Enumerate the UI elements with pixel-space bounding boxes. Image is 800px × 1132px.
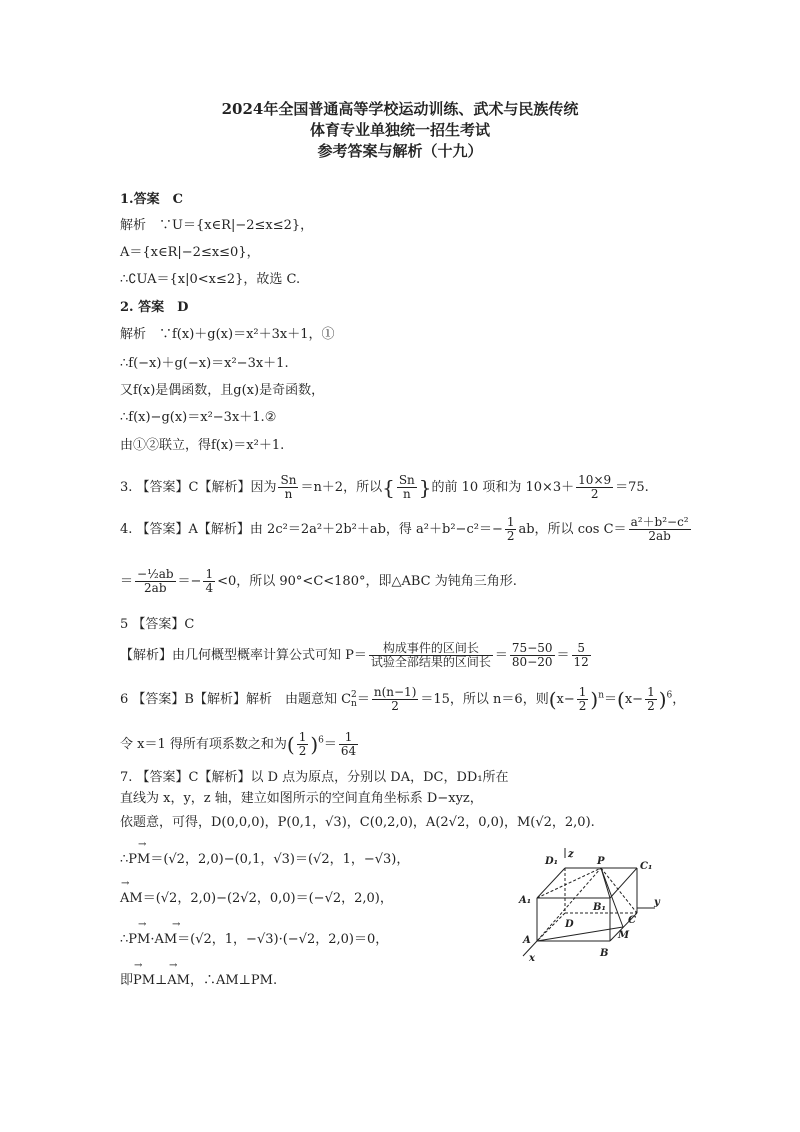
vec-arrow-pm-3: → <box>134 960 143 971</box>
edge-d1-a1 <box>537 868 565 898</box>
q1-line-1: 解析 ∵U＝{x∈R|−2≤x≤2}， <box>120 218 314 233</box>
q5-prob-den: 试验全部结果的区间长 <box>370 655 491 669</box>
q5-fraction-prob <box>369 642 493 669</box>
q6-fraction-comb <box>372 686 419 713</box>
q3-line: 3. 【答案】C【解析】因为 $\frac{Sn}{n}$ ＝n＋2，所以{ $\frac{Sn}{n}$ }的前 10 项和为 10×3＋ $\frac{10\times 9}{2}$ ＝75. <box>120 473 649 501</box>
q3-frac-num: Sn <box>280 473 297 487</box>
q7-line-4: ∴PM＝(√2，2,0)−(0,1，√3)＝(√2，1，−√3)， <box>120 852 410 867</box>
q4-text-a: 4. 【答案】A【解析】由 2c²＝2a²＋2b²＋ab，得 a²＋b²−c²＝− <box>120 522 503 537</box>
q5-result-num: 5 <box>572 642 591 656</box>
q5-result-den: 12 <box>573 655 589 669</box>
q4-half-den: 2 <box>506 529 515 543</box>
q3-frac-den: n <box>284 487 293 501</box>
q5-text-a: 【解析】由几何概型概率计算公式可知 P＝ <box>120 648 367 663</box>
q6-half3-den: 2 <box>298 744 307 758</box>
q3-fraction-sn-2 <box>397 474 417 501</box>
q5-eq2: ＝ <box>556 648 570 663</box>
q4-line-1 <box>120 516 693 543</box>
q7-line-3: 依题意，可得，D(0,0,0)，P(0,1，√3)，C(0,2,0)，A(2√2，0,0)，M(√2，2,0). <box>120 815 595 830</box>
segment-p-b1 <box>601 868 610 898</box>
title-line-3: 参考答案与解析（十九） <box>317 142 483 160</box>
label-z: z <box>568 849 574 860</box>
q6-x1: x− <box>556 692 575 707</box>
label-x: x <box>529 953 535 963</box>
q4-fraction-cos <box>629 516 691 543</box>
label-a: A <box>523 935 531 946</box>
q6-text-a: 6 【答案】B【解析】解析 由题意知 C <box>120 692 352 707</box>
q1-line-3: ∴∁UA＝{x|0<x≤2}，故选 C. <box>120 272 301 287</box>
segment-p-c <box>601 868 637 913</box>
q5-values-num: 75−50 <box>511 641 553 655</box>
segment-a-p <box>537 868 601 941</box>
vec-arrow-am-3: → <box>169 960 178 971</box>
q6-text-b: ＝ <box>356 692 370 707</box>
q4-cos-num: a²＋b²−c² <box>630 515 689 529</box>
q5-prob-num: 构成事件的区间长 <box>369 642 493 656</box>
q6-text-l2a: 令 x＝1 得所有项系数之和为 <box>120 737 287 752</box>
label-b1: B₁ <box>593 902 606 913</box>
q6-text-c: ＝15，所以 n＝6，则 <box>420 692 549 707</box>
q1-line-2: A＝{x∈R|−2≤x≤0}， <box>120 245 260 260</box>
q6-64-den: 64 <box>340 744 357 758</box>
q6-line-2: 令 x＝1 得所有项系数之和为( $\frac{1}{2}$ )$^6$＝ $\frac{1}{64}$ <box>120 730 357 758</box>
q6-64-num: 1 <box>339 731 358 745</box>
q7-line-7: 即PM⊥AM，∴AM⊥PM. <box>120 973 278 988</box>
q4-nested-num: −½ab <box>137 567 174 581</box>
q6-pow-n: n <box>598 690 604 701</box>
q6-half2-den: 2 <box>647 699 655 713</box>
q5-fraction-values <box>510 642 555 669</box>
q4-half-num: 1 <box>506 515 515 529</box>
q5-values-den: 80−20 <box>511 655 553 669</box>
edge-c1-b1 <box>610 868 637 898</box>
q7-line-1: 7. 【答案】C【解析】以 D 点为原点，分别以 DA，DC，DD₁所在 <box>120 770 509 785</box>
q4-text-b: ab，所以 cos C＝ <box>518 522 627 537</box>
q4-nested-den: 2ab <box>144 581 167 595</box>
q4-fraction-quarter <box>203 568 215 595</box>
q7-line-2: 直线为 x，y，z 轴，建立如图所示的空间直角坐标系 D−xyz， <box>120 791 483 806</box>
q6-pow-6: 6 <box>666 690 673 701</box>
q6-pow-6b: 6 <box>318 735 324 746</box>
label-c1: C₁ <box>640 861 653 872</box>
q3-frac3-den: 2 <box>590 487 599 501</box>
q4-tail: <0，所以 90°<C<180°，即△ABC 为钝角三角形. <box>217 574 517 589</box>
q1-answer: 1.答案 C <box>120 192 183 207</box>
q5-eq: ＝ <box>494 648 508 663</box>
vec-arrow-am-2: → <box>172 919 181 930</box>
q6-end: ， <box>672 692 686 707</box>
q6-half2-num: 1 <box>647 685 655 699</box>
label-p: P <box>597 856 605 867</box>
q2-line-5: 由①②联立，得f(x)＝x²＋1. <box>120 438 285 453</box>
q5-answer: 5 【答案】C <box>120 617 195 632</box>
q3-fraction-sn <box>278 474 298 501</box>
q3-text-e: ＝75. <box>615 480 649 495</box>
q5-fraction-result <box>572 642 591 669</box>
label-d: D <box>565 919 574 930</box>
q6-half3-num: 1 <box>298 730 307 744</box>
q6-eq2: ＝ <box>323 737 337 752</box>
segment-a1-p <box>537 868 601 898</box>
q5-line <box>120 642 593 669</box>
vec-arrow-pm: → <box>138 839 147 850</box>
cuboid-figure <box>515 848 665 963</box>
q4-quarter-num: 1 <box>205 567 214 581</box>
q3-frac2-den: n <box>402 487 411 501</box>
q6-sup: 2 <box>351 689 357 700</box>
q6-fraction-64 <box>339 731 358 758</box>
q6-comb-num: n(n−1) <box>373 685 417 699</box>
q3-text-a: 3. 【答案】C【解析】因为 <box>120 480 277 495</box>
label-m: M <box>618 930 630 941</box>
q2-answer: 2. 答案 D <box>120 300 189 315</box>
q4-fraction-half <box>505 516 517 543</box>
label-b: B <box>600 948 609 959</box>
q7-line-6: ∴PM·AM＝(√2，1，−√3)·(−√2，2,0)＝0， <box>120 932 389 947</box>
label-c: C <box>628 915 636 926</box>
q2-line-3: 又f(x)是偶函数，且g(x)是奇函数， <box>120 383 325 398</box>
q2-line-2: ∴f(−x)＋g(−x)＝x²−3x＋1. <box>120 356 289 371</box>
label-y: y <box>654 897 660 908</box>
q4-row2-pre: ＝ <box>120 574 134 589</box>
q6-fraction-half-1 <box>577 686 589 713</box>
q6-line-1: 6 【答案】B【解析】解析 由题意知 C 2 n ＝ $\frac{n(n-1)}{2}$ ＝15，所以 n＝6，则(x− $\frac{1}{2}$ )$^n$＝(x− $\frac{1}{2}$ )$^6$， <box>120 685 686 713</box>
q3-fraction-sum <box>576 474 613 501</box>
q6-x2: x− <box>624 692 644 707</box>
q6-half1-den: 2 <box>578 699 587 713</box>
q6-half1-num: 1 <box>578 685 587 699</box>
q6-eq: ＝ <box>604 692 618 707</box>
q4-line-2 <box>120 568 517 595</box>
label-a1: A₁ <box>519 895 532 906</box>
q6-sub: n <box>351 698 357 709</box>
vec-arrow-am: → <box>121 878 130 889</box>
q3-text-b: ＝n＋2，所以 <box>300 480 383 495</box>
q4-quarter-den: 4 <box>205 581 214 595</box>
q2-line-1: 解析 ∵f(x)＋g(x)＝x²＋3x＋1，① <box>120 327 335 342</box>
q6-comb-den: 2 <box>391 699 399 713</box>
q6-fraction-half-3 <box>297 731 309 758</box>
vec-arrow-pm-2: → <box>138 919 147 930</box>
q6-fraction-half-2 <box>645 686 657 713</box>
q4-fraction-nested <box>135 568 176 595</box>
q4-cos-den: 2ab <box>648 529 671 543</box>
q3-frac2-num: Sn <box>398 473 415 487</box>
q3-frac3-num: 10×9 <box>578 473 612 487</box>
title-line-1: 2024年全国普通高等学校运动训练、武术与民族传统 <box>221 100 579 118</box>
q7-line-5: AM＝(√2，2,0)−(2√2，0,0)＝(−√2，2,0)， <box>120 891 393 906</box>
q2-line-4: ∴f(x)−g(x)＝x²−3x＋1.② <box>120 410 277 425</box>
q4-mid: ＝− <box>177 574 202 589</box>
label-d1: D₁ <box>545 856 559 867</box>
title-line-2: 体育专业单独统一招生考试 <box>309 121 490 139</box>
q3-text-c: 的前 10 项和为 10×3＋ <box>431 480 575 495</box>
